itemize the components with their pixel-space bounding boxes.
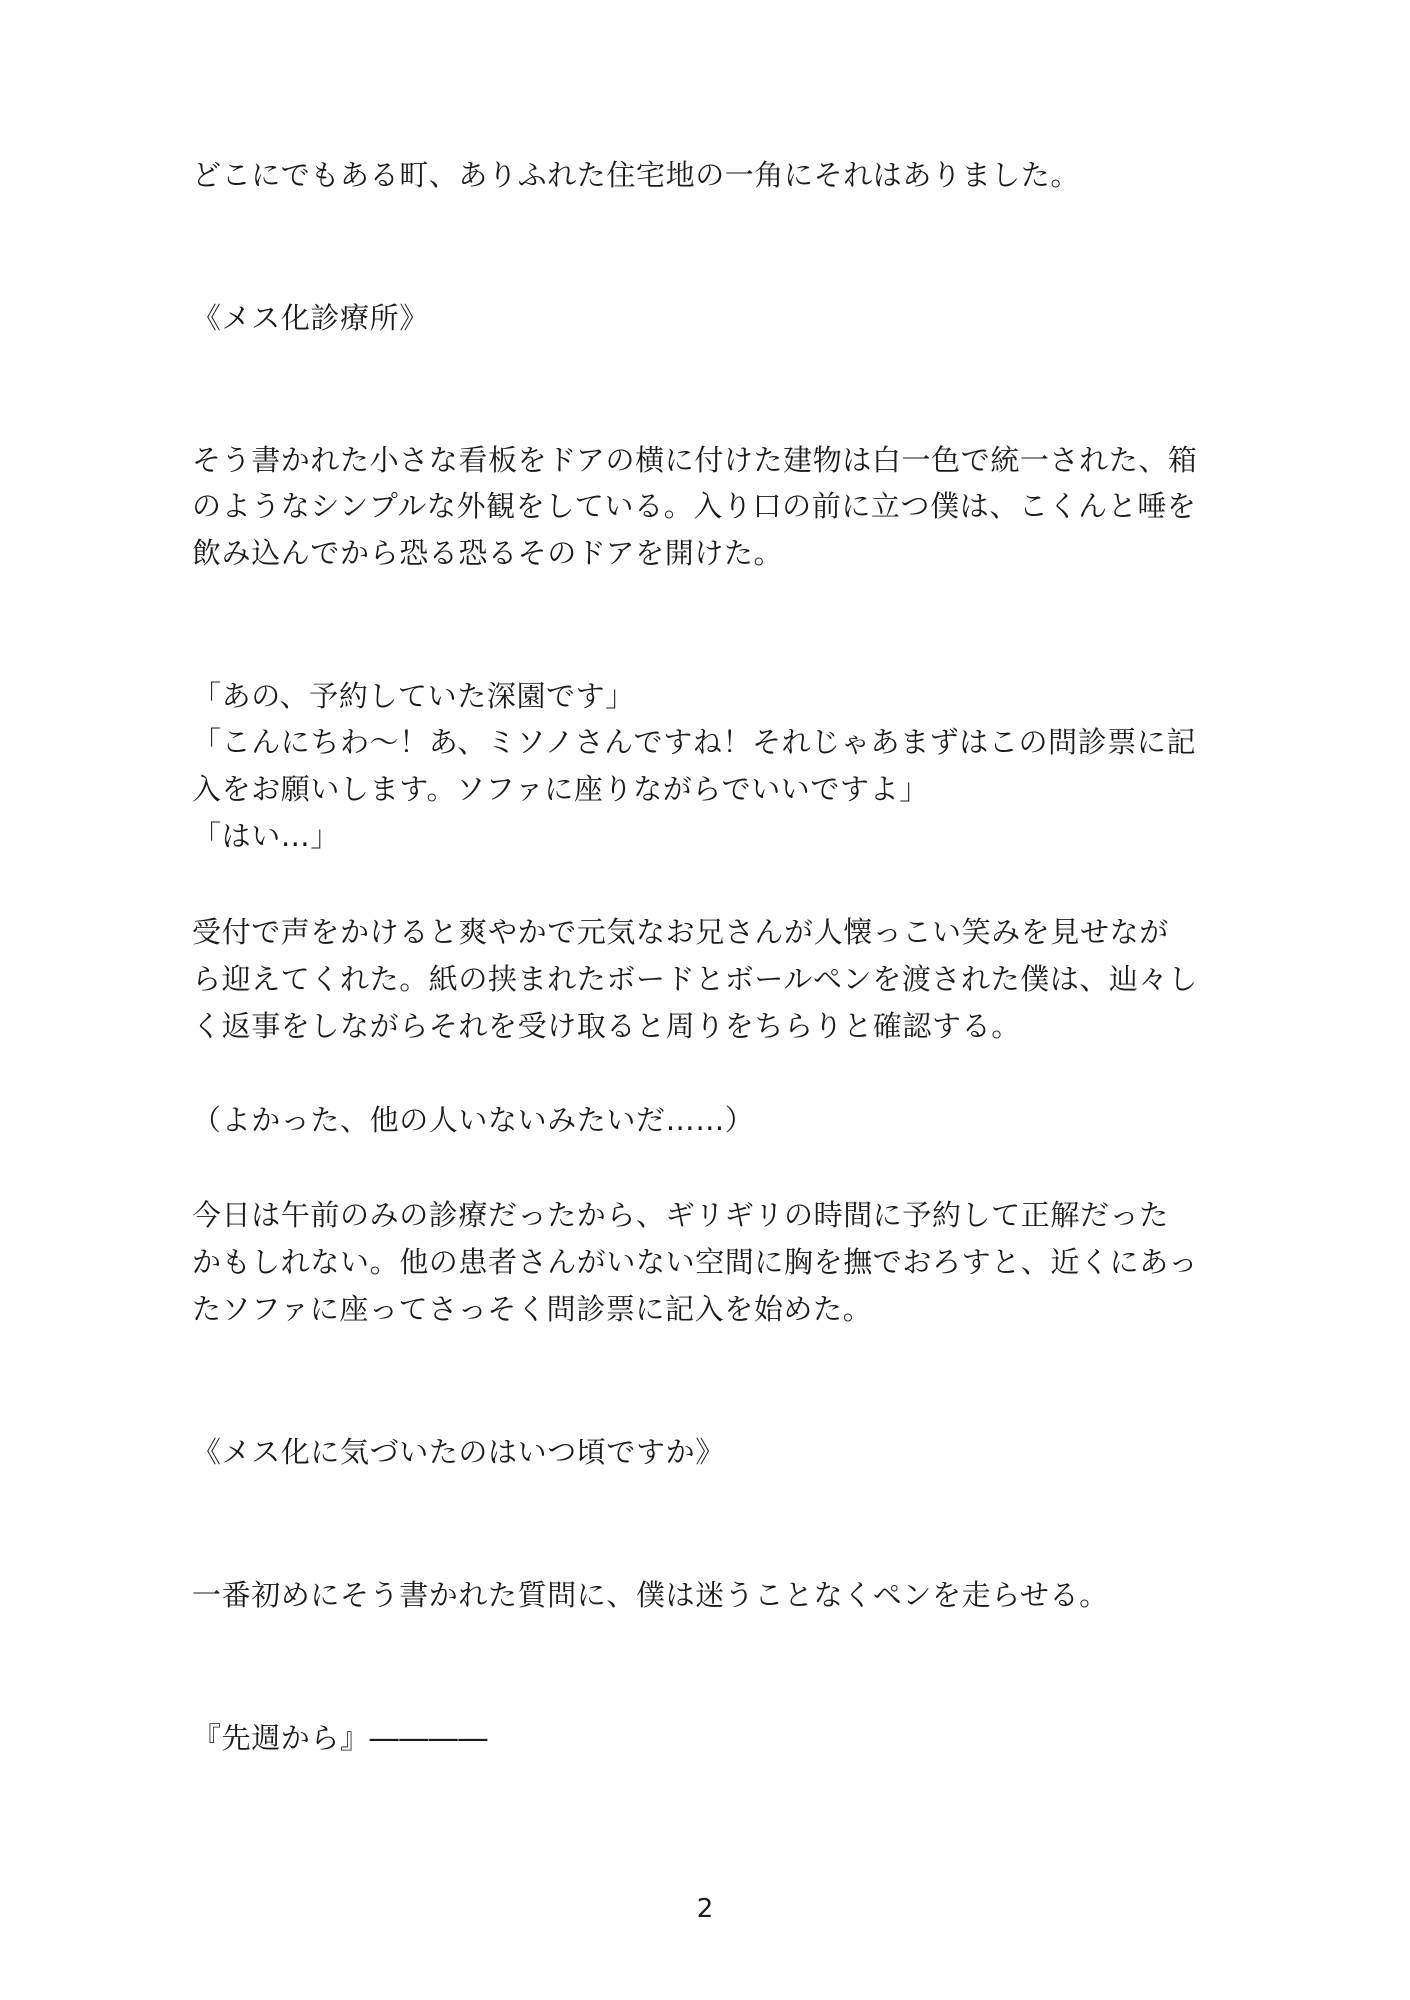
text-line: 受付で声をかけると爽やかで元気なお兄さんが人懐っこい笑みを見せなが — [192, 915, 1169, 949]
text-line: かもしれない。他の患者さんがいない空間に胸を撫でおろすと、近くにあっ — [192, 1245, 1199, 1279]
text-line: どこにでもある町、ありふれた住宅地の一角にそれはありました。 — [192, 158, 1081, 192]
text-line: 飲み込んでから恐る恐るそのドアを開けた。 — [192, 536, 784, 570]
text-line: 「こんにちわ〜！あ、ミソノさんですね！それじゃあまずはこの問診票に記 — [192, 725, 1197, 759]
text-line: 一番初めにそう書かれた質問に、僕は迷うことなくペンを走らせる。 — [192, 1578, 1109, 1612]
text-line: そう書かれた小さな看板をドアの横に付けた建物は白一色で統一された、箱 — [192, 443, 1198, 477]
text-line: たソファに座ってさっそく問診票に記入を始めた。 — [192, 1292, 873, 1326]
page-number: 2 — [696, 1894, 714, 1924]
text-line: 入をお願いします。ソファに座りながらでいいですよ」 — [192, 772, 929, 806]
text-line: 「あの、予約していた深園です」 — [192, 679, 635, 713]
text-line: 今日は午前のみの診療だったから、ギリギリの時間に予約して正解だった — [192, 1198, 1169, 1232]
text-line: 《メス化診療所》 — [192, 301, 429, 335]
text-line: のようなシンプルな外観をしている。入り口の前に立つ僕は、こくんと唾を — [192, 489, 1197, 523]
text-line: 「はい…」 — [192, 819, 341, 853]
text-line: ら迎えてくれた。紙の挟まれたボードとボールペンを渡された僕は、辿々し — [192, 962, 1198, 996]
text-line: 『先週から』―――― — [192, 1721, 489, 1755]
text-line: く返事をしながらそれを受け取ると周りをちらりと確認する。 — [192, 1009, 1021, 1043]
text-line: （よかった、他の人いないみたいだ……） — [192, 1103, 755, 1137]
text-line: 《メス化に気づいたのはいつ頃ですか》 — [192, 1435, 725, 1469]
